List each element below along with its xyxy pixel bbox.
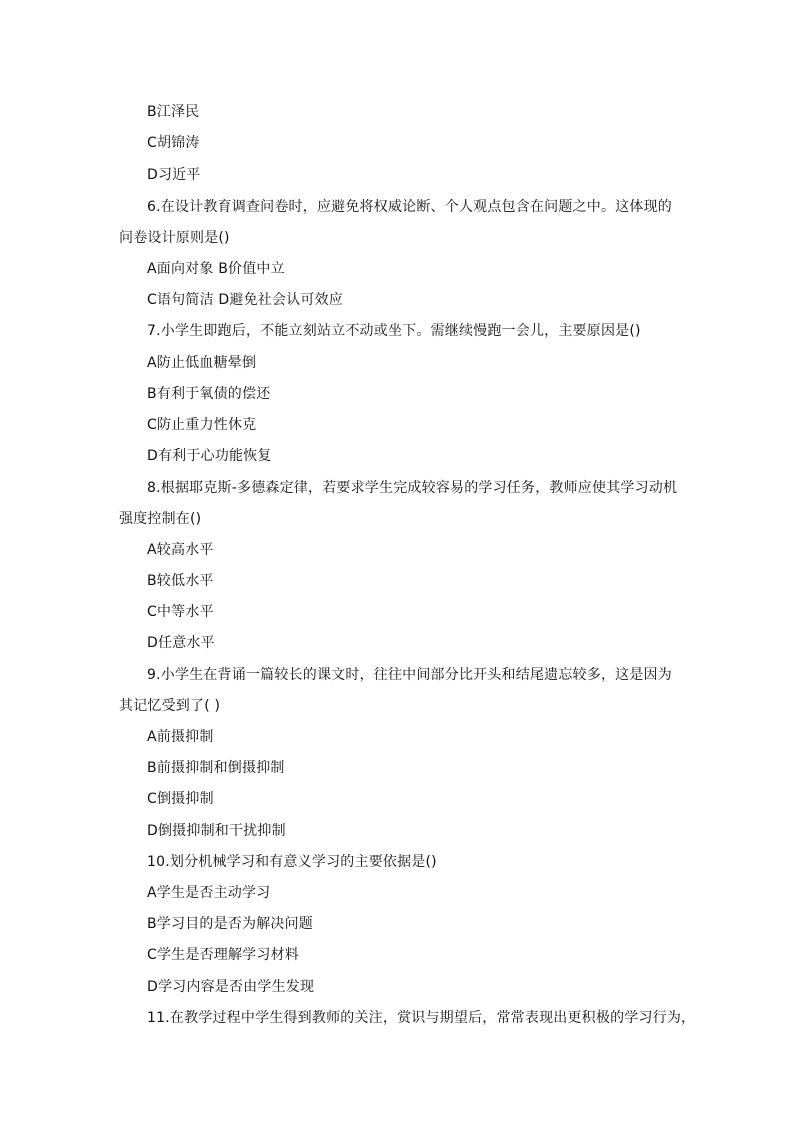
q9-option-b: B前摄抑制和倒摄抑制 bbox=[147, 760, 285, 776]
q9-stem-line1: 9.小学生在背诵一篇较长的课文时，往往中间部分比开头和结尾遗忘较多，这是因为 bbox=[147, 667, 672, 683]
q10-option-a: A学生是否主动学习 bbox=[147, 885, 271, 901]
q8-stem-line1: 8.根据耶克斯-多德森定律，若要求学生完成较容易的学习任务，教师应使其学习动机 bbox=[147, 480, 678, 496]
q9-option-c: C倒摄抑制 bbox=[147, 791, 214, 807]
q6-options-cd: C语句简洁 D避免社会认可效应 bbox=[147, 292, 344, 308]
q10-option-c: C学生是否理解学习材料 bbox=[147, 947, 299, 963]
q7-option-b: B有利于氧债的偿还 bbox=[147, 386, 271, 402]
q6-stem-line1: 6.在设计教育调查问卷时，应避免将权威论断、个人观点包含在问题之中。这体现的 bbox=[147, 199, 672, 215]
q5-option-c: C胡锦涛 bbox=[147, 135, 200, 151]
q5-option-d: D习近平 bbox=[147, 167, 201, 183]
q10-option-b: B学习目的是否为解决问题 bbox=[147, 916, 314, 932]
q9-stem-line2: 其记忆受到了( ) bbox=[119, 698, 221, 714]
q8-option-a: A较高水平 bbox=[147, 542, 214, 558]
q7-option-a: A防止低血糖晕倒 bbox=[147, 355, 257, 371]
q10-stem-line1: 10.划分机械学习和有意义学习的主要依据是() bbox=[147, 854, 437, 870]
q6-options-ab: A面向对象 B价值中立 bbox=[147, 261, 285, 277]
q7-stem-line1: 7.小学生即跑后，不能立刻站立不动或坐下。需继续慢跑一会儿，主要原因是() bbox=[147, 323, 641, 339]
q8-option-b: B较低水平 bbox=[147, 573, 214, 589]
q9-option-d: D倒摄抑制和干扰抑制 bbox=[147, 823, 286, 839]
q11-stem-line1: 11.在教学过程中学生得到教师的关注，赏识与期望后，常常表现出更积极的学习行为， bbox=[147, 1010, 696, 1026]
q7-option-d: D有利于心功能恢复 bbox=[147, 448, 272, 464]
q6-stem-line2: 问卷设计原则是() bbox=[119, 230, 230, 246]
q8-option-c: C中等水平 bbox=[147, 604, 214, 620]
q10-option-d: D学习内容是否由学生发现 bbox=[147, 979, 315, 995]
q8-stem-line2: 强度控制在() bbox=[119, 511, 202, 527]
q9-option-a: A前摄抑制 bbox=[147, 729, 214, 745]
q5-option-b: B江泽民 bbox=[147, 104, 200, 120]
q7-option-c: C防止重力性休克 bbox=[147, 417, 257, 433]
q8-option-d: D任意水平 bbox=[147, 635, 215, 651]
